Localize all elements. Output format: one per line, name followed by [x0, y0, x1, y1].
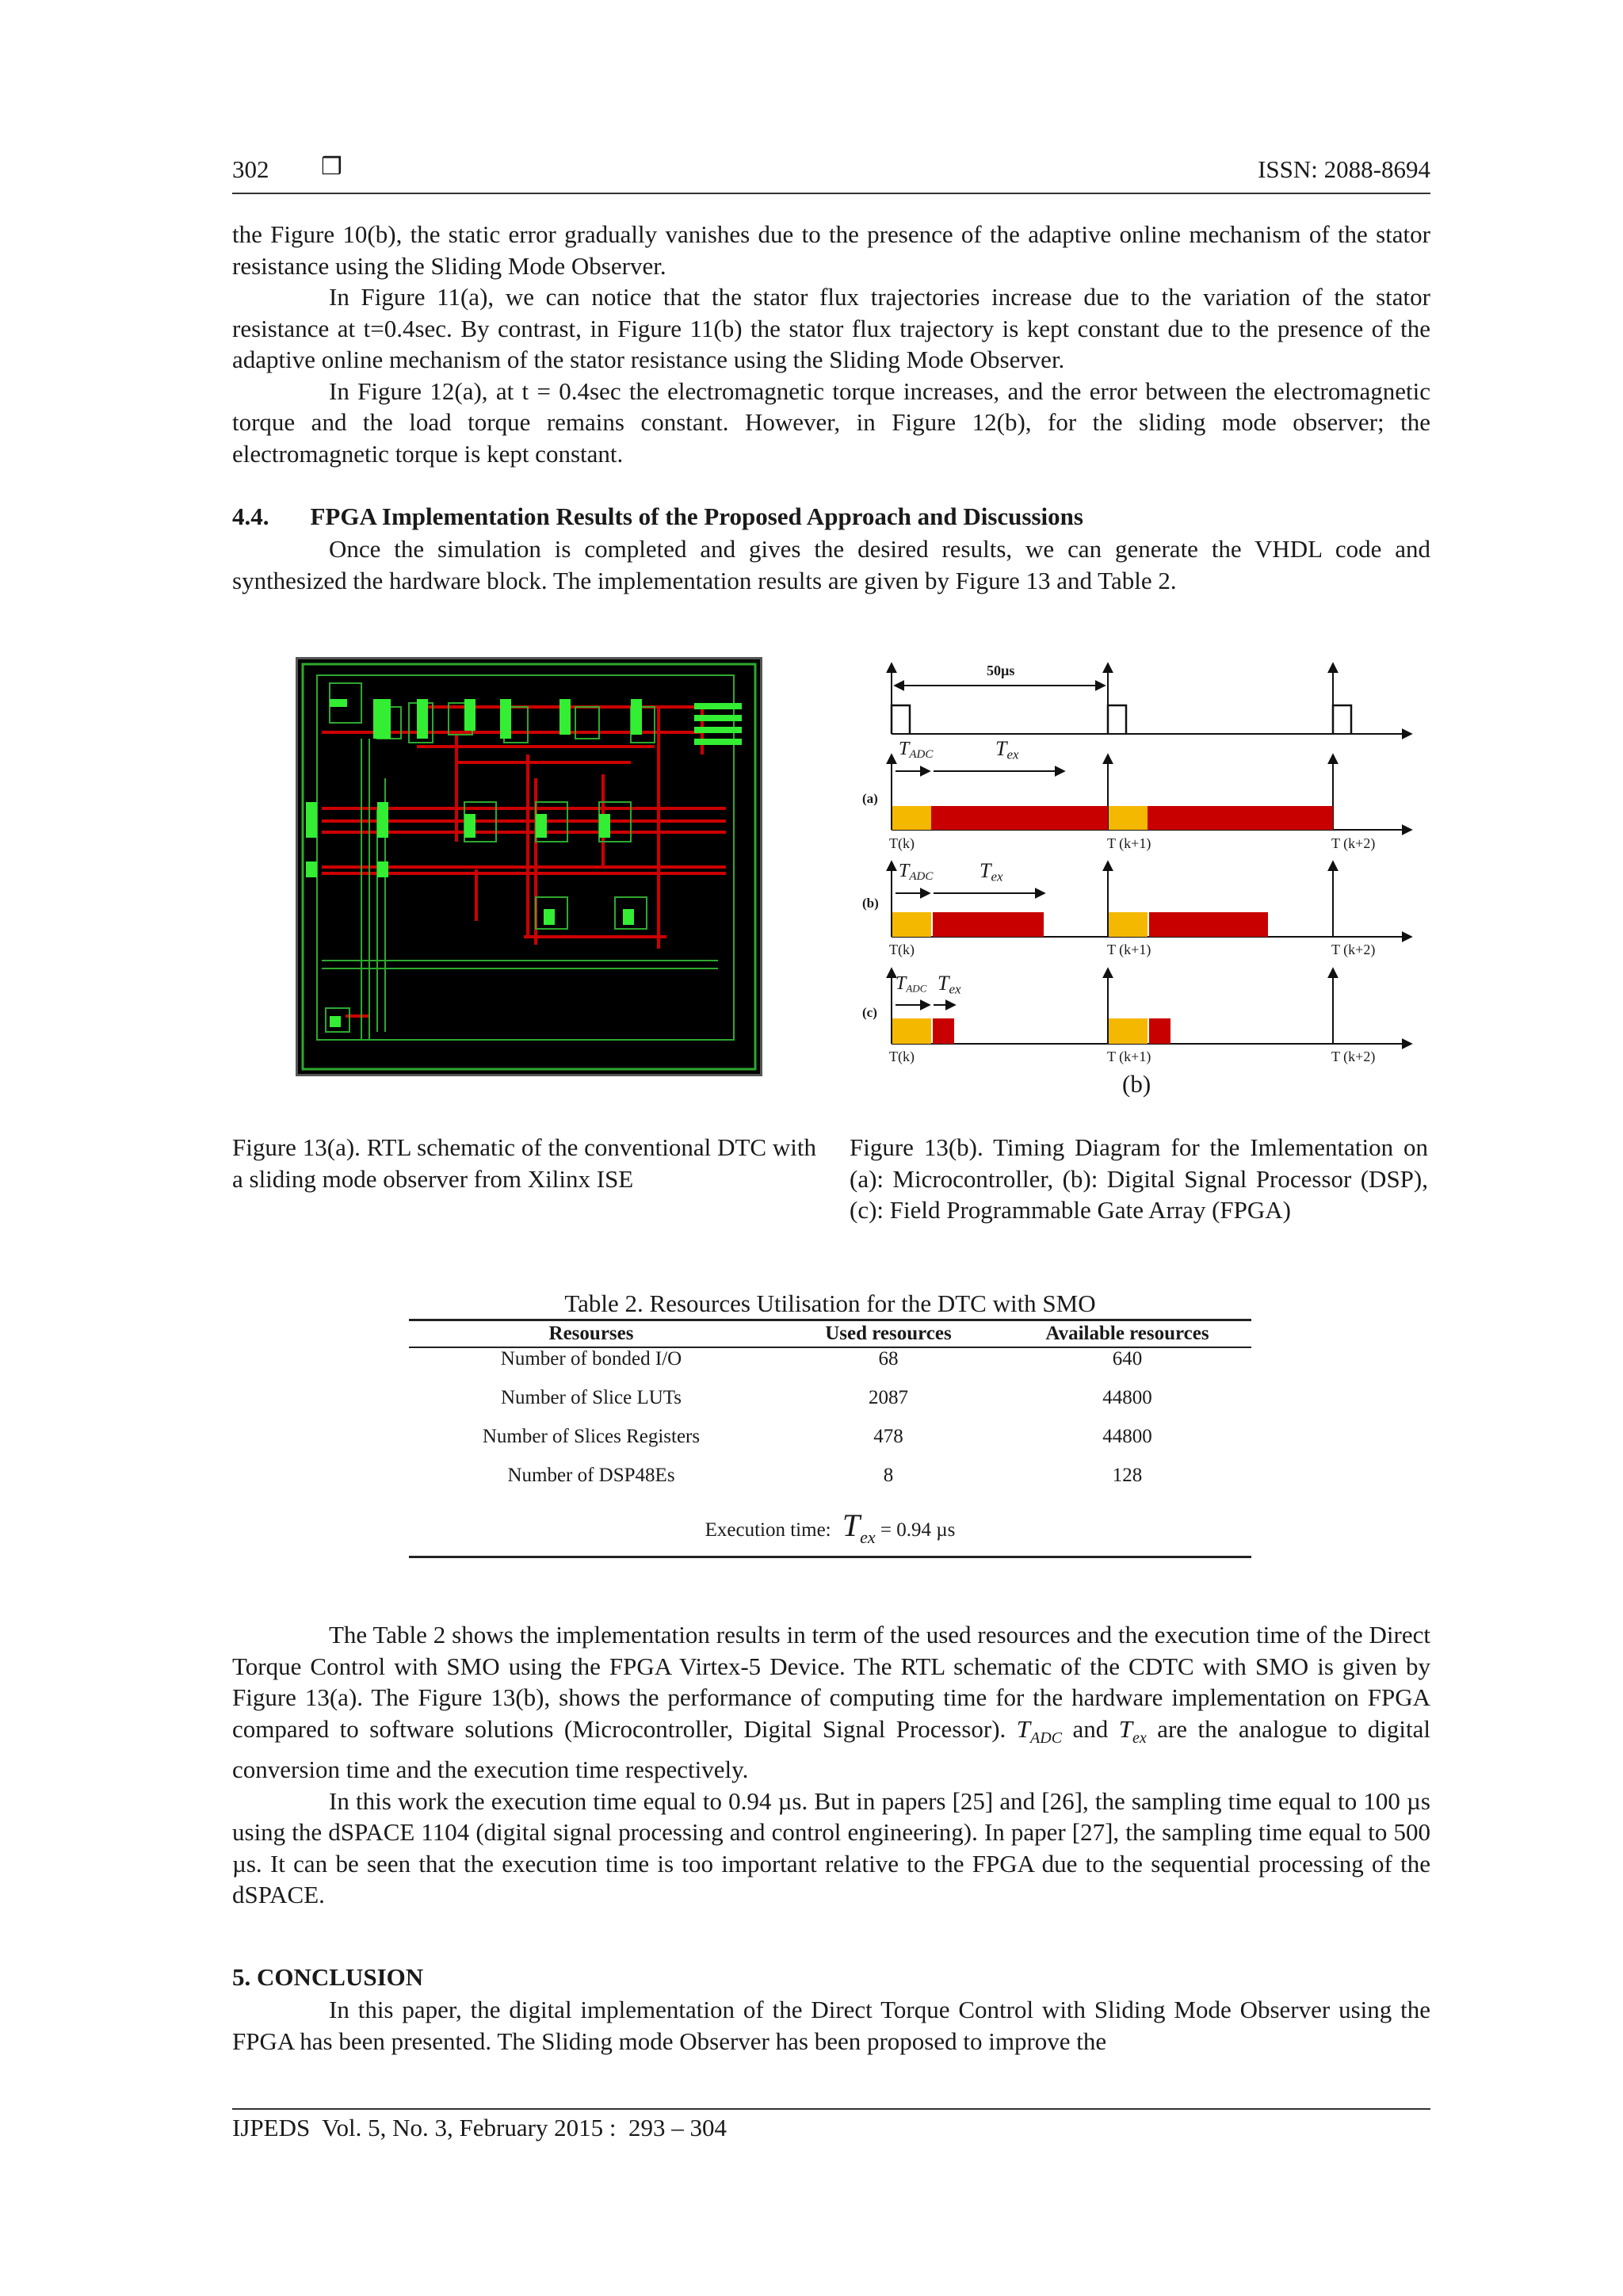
paragraph: The Table 2 shows the implementation results in term of the used resources and the execution time of the Direct Torque Control with SMO using the FPGA Virtex-5 Device. The RTL schematic of the CDTC with SMO is given by Figure 13(a). The Figure 13(b), shows the performance of computing time for the hardware implementation on FPGA compared to software solutions (Microcontroller, Digital Signal Processor). $T_{ADC}$ and $T_{ex}$ are the analogue to digital conversion time and the execution time respectively. — [232, 1621, 1431, 1784]
execution-symbol: T — [842, 1507, 861, 1544]
table-execution-row — [409, 1503, 1251, 1557]
table-cell: Number of DSP48Es — [507, 1465, 675, 1486]
box-icon: ❒ — [321, 153, 342, 181]
body-text-lower — [232, 1619, 1430, 1911]
t-adc-label: $T_{ADC}$ — [899, 739, 934, 761]
table-cell: Number of Slices Registers — [482, 1426, 701, 1447]
table-cell: 44800 — [1102, 1387, 1152, 1408]
t-ex-label: $T_{ex}$ — [938, 972, 961, 997]
paragraph: In Figure 12(a), at t = 0.4sec the electromagnetic torque increases, and the error between the electromagnetic torque and the load torque remains constant. However, in Figure 12(b), for the sliding mode observer; the electromagnetic torque is kept constant. — [232, 376, 1430, 468]
body-text-conclusion — [232, 1994, 1430, 2057]
column-header: Available resources — [1003, 1320, 1251, 1348]
table-cell: 128 — [1112, 1465, 1143, 1486]
execution-value: = 0.94 µs — [880, 1519, 956, 1541]
timing-diagram-svg — [856, 650, 1426, 1106]
body-text-top — [232, 219, 1430, 469]
tick-label: T(k) — [889, 835, 915, 851]
table-header-row — [409, 1320, 1251, 1348]
exec-bar — [933, 1018, 954, 1044]
table-cell: Number of bonded I/O — [500, 1348, 682, 1370]
t-adc-label: $T_{ADC}$ — [899, 861, 934, 883]
footer-rule — [232, 2108, 1430, 2110]
paragraph: In this paper, the digital implementation of the Direct Torque Control with Sliding Mode Observer using the FPGA has been presented. The Sliding mode Observer has been proposed to improve the — [232, 1996, 1430, 2055]
section-heading: 5. CONCLUSION — [232, 1963, 424, 1991]
timing-sublabel: (b) — [1122, 1070, 1151, 1098]
tick-label: T (k+1) — [1107, 942, 1151, 957]
rtl-schematic-image — [296, 657, 762, 1076]
figure-caption-b: Figure 13(b). Timing Diagram for the Imlementation on (a): Microcontroller, (b): Digital Signal Processor (DSP), (c): Field Programmable Gate Array (FPGA) — [850, 1133, 1428, 1224]
paragraph: In Figure 11(a), we can notice that the stator flux trajectories increase due to the variation of the stator resistance at t=0.4sec. By contrast, in Figure 11(b) the stator flux trajectory is kept constant due to the presence of the adaptive online mechanism of the stator resistance using the Sliding Mode Observer. — [232, 283, 1430, 373]
journal-footer: IJPEDS Vol. 5, No. 3, February 2015 : 293 – 304 — [232, 2114, 727, 2141]
paragraph: the Figure 10(b), the static error gradually vanishes due to the presence of the adaptive online mechanism of the stator resistance using the Sliding Mode Observer. — [232, 220, 1430, 280]
header-rule — [232, 193, 1430, 194]
adc-bar — [892, 806, 931, 830]
symbol-t-ex: $T_{ex}$ — [1118, 1714, 1147, 1747]
section-title: FPGA Implementation Results of the Proposed Approach and Discussions — [310, 502, 1083, 530]
tick-label: T(k) — [889, 1049, 915, 1064]
section-number: 4.4. — [232, 502, 269, 530]
tick-label: T (k+1) — [1107, 1049, 1151, 1064]
clock-pulse — [892, 705, 910, 734]
symbol-t-adc: $T_{ADC}$ — [1016, 1714, 1063, 1747]
exec-bar — [931, 806, 1108, 830]
table-cell: 44800 — [1102, 1426, 1152, 1447]
table-2 — [409, 1319, 1251, 1558]
page-number: 302 — [232, 155, 269, 183]
execution-label: Execution time: — [705, 1519, 831, 1541]
exec-bar — [1149, 1018, 1170, 1044]
table-row — [409, 1465, 1251, 1503]
table-cell: 2087 — [869, 1387, 908, 1408]
table-row — [409, 1387, 1251, 1426]
tick-label: T(k) — [889, 942, 915, 957]
tick-label: T (k+2) — [1331, 942, 1376, 957]
column-header: Resourses — [409, 1320, 773, 1348]
row-label-b: (b) — [862, 896, 879, 911]
rtl-schematic-drawing — [298, 659, 760, 1074]
table-cell: Number of Slice LUTs — [500, 1387, 682, 1408]
table-row — [409, 1426, 1251, 1465]
exec-bar — [1148, 806, 1333, 830]
adc-bar — [892, 1018, 931, 1044]
row-label-a: (a) — [862, 791, 878, 806]
tick-label: T (k+1) — [1107, 835, 1151, 851]
body-text-44 — [232, 533, 1430, 596]
adc-bar — [1109, 912, 1148, 937]
paragraph: Once the simulation is completed and gives the desired results, we can generate the VHDL code and synthesized the hardware block. The implementation results are given by Figure 13 and Table 2. — [232, 535, 1430, 594]
adc-bar — [1109, 806, 1148, 830]
column-header: Used resources — [773, 1320, 1003, 1348]
clock-pulse — [1108, 705, 1126, 734]
table-title: Table 2. Resources Utilisation for the DTC with SMO — [564, 1289, 1096, 1317]
t-adc-label: $T_{ADC}$ — [896, 973, 927, 995]
adc-bar — [1109, 1018, 1148, 1044]
adc-bar — [892, 912, 931, 937]
table-cell: 478 — [873, 1426, 903, 1447]
figure-caption-a: Figure 13(a). RTL schematic of the conventional DTC with a sliding mode observer from Xilinx ISE — [232, 1133, 816, 1193]
table-cell: 640 — [1112, 1348, 1143, 1370]
exec-bar — [1149, 912, 1268, 937]
t-ex-label: $T_{ex}$ — [980, 859, 1003, 884]
section-heading — [232, 502, 1083, 531]
tick-label: T (k+2) — [1331, 835, 1376, 851]
table-cell: 68 — [878, 1348, 899, 1370]
exec-bar — [933, 912, 1044, 937]
issn: ISSN: 2088-8694 — [1258, 155, 1430, 183]
table-cell: 8 — [883, 1465, 894, 1486]
resources-table — [409, 1319, 1251, 1558]
t-ex-label: $T_{ex}$ — [995, 737, 1019, 762]
tick-label: T (k+2) — [1331, 1049, 1376, 1064]
clock-pulse — [1333, 705, 1351, 734]
table-row — [409, 1347, 1251, 1387]
execution-subscript: ex — [860, 1526, 876, 1547]
paragraph: In this work the execution time equal to 0.94 µs. But in papers [25] and [26], the sampling time equal to 100 µs using the dSPACE 1104 (digital signal processing and control engineering). In paper [27], the sampling time equal to 500 µs. It can be seen that the execution time is too important relative to the FPGA due to the sequential processing of the dSPACE. — [232, 1786, 1430, 1909]
row-label-c: (c) — [862, 1005, 877, 1020]
period-label: 50µs — [987, 663, 1015, 678]
execution-time-cell — [409, 1503, 1251, 1557]
timing-diagram — [856, 650, 1426, 1106]
